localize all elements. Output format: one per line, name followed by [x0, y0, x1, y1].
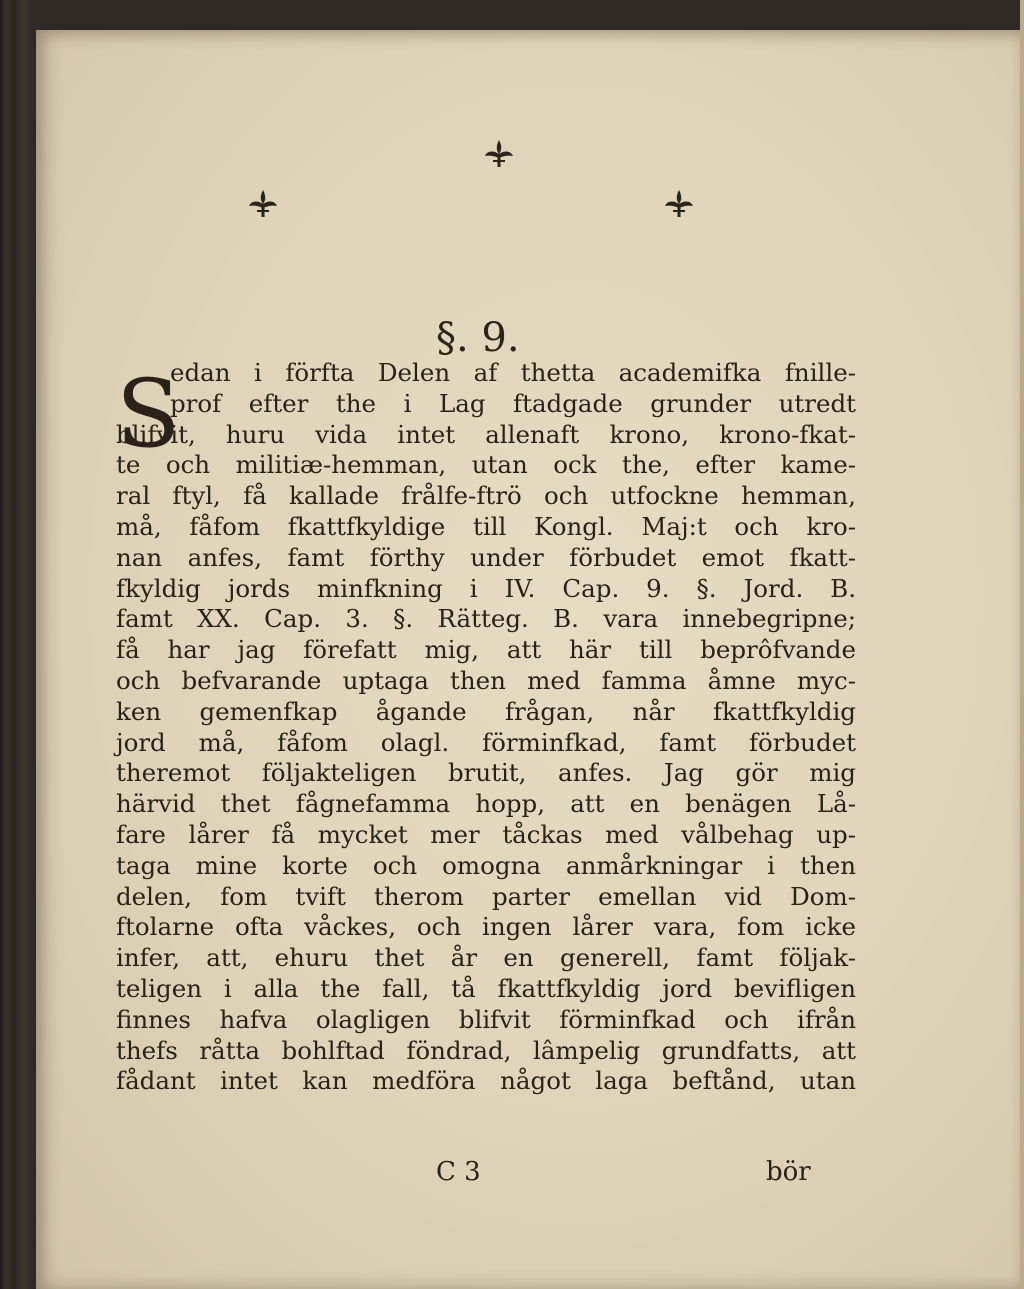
text-line: blifvit, huru vida intet allenaft krono, krono-fkat- — [116, 419, 856, 449]
body-text — [116, 358, 856, 1097]
drop-cap: S — [116, 360, 181, 469]
fleuron-icon — [662, 188, 696, 222]
text-line: ral ftyl, få kallade frålfe-ftrö och utfockne hemman, — [116, 481, 856, 511]
text-line: thefs råtta bohlftad föndrad, lâmpelig grundfatts, att — [116, 1035, 856, 1065]
text-line: prof efter the i Lag ftadgade grunder utredt — [170, 388, 856, 418]
text-line: nan anfes, famt förthy under förbudet emot fkatt- — [116, 542, 856, 572]
catchword: bör — [766, 1157, 811, 1187]
text-line: taga mine korte och omogna anmårkningar i then — [116, 850, 856, 880]
text-line: teligen i alla the fall, tå fkattfkyldig jord bevifligen — [116, 973, 856, 1003]
text-line: ken gemenfkap ågande frågan, når fkattfkyldig — [116, 696, 856, 726]
text-line: infer, att, ehuru thet år en generell, famt följak- — [116, 943, 856, 973]
text-line: få har jag förefatt mig, att här till beprôfvande — [116, 635, 856, 665]
section-heading: §. 9. — [436, 315, 520, 361]
text-line: fkyldig jords minfkning i IV. Cap. 9. §. Jord. B. — [116, 573, 856, 603]
text-line: famt XX. Cap. 3. §. Rätteg. B. vara innebegripne; — [116, 604, 856, 634]
text-line: fådant intet kan medföra något laga beftånd, utan — [116, 1066, 856, 1096]
text-line: härvid thet fågnefamma hopp, att en benägen Lå- — [116, 789, 856, 819]
text-line: ftolarne ofta våckes, och ingen lårer vara, fom icke — [116, 912, 856, 942]
fleuron-icon — [482, 138, 516, 172]
text-line: och befvarande uptaga then med famma åmne myc- — [116, 665, 856, 695]
text-line: finnes hafva olagligen blifvit förminfkad och ifrån — [116, 1004, 856, 1034]
text-line: jord må, fåfom olagl. förminfkad, famt förbudet — [116, 727, 856, 757]
header-ornaments — [36, 30, 1022, 290]
signature-mark: C 3 — [436, 1157, 481, 1187]
text-line: te och militiæ-hemman, utan ock the, efter kame- — [116, 450, 856, 480]
text-line: delen, fom tvift therom parter emellan vid Dom- — [116, 881, 856, 911]
text-line: fare lårer få mycket mer tåckas med vålbehag up- — [116, 819, 856, 849]
page-edge — [1020, 0, 1024, 1289]
text-line: må, fåfom fkattfkyldige till Kongl. Maj:t och kro- — [116, 511, 856, 541]
book-page — [36, 30, 1022, 1289]
text-line: theremot följakteligen brutit, anfes. Jag gör mig — [116, 758, 856, 788]
text-line: edan i förfta Delen af thetta academifka fnille- — [170, 358, 856, 387]
fleuron-icon — [246, 188, 280, 222]
